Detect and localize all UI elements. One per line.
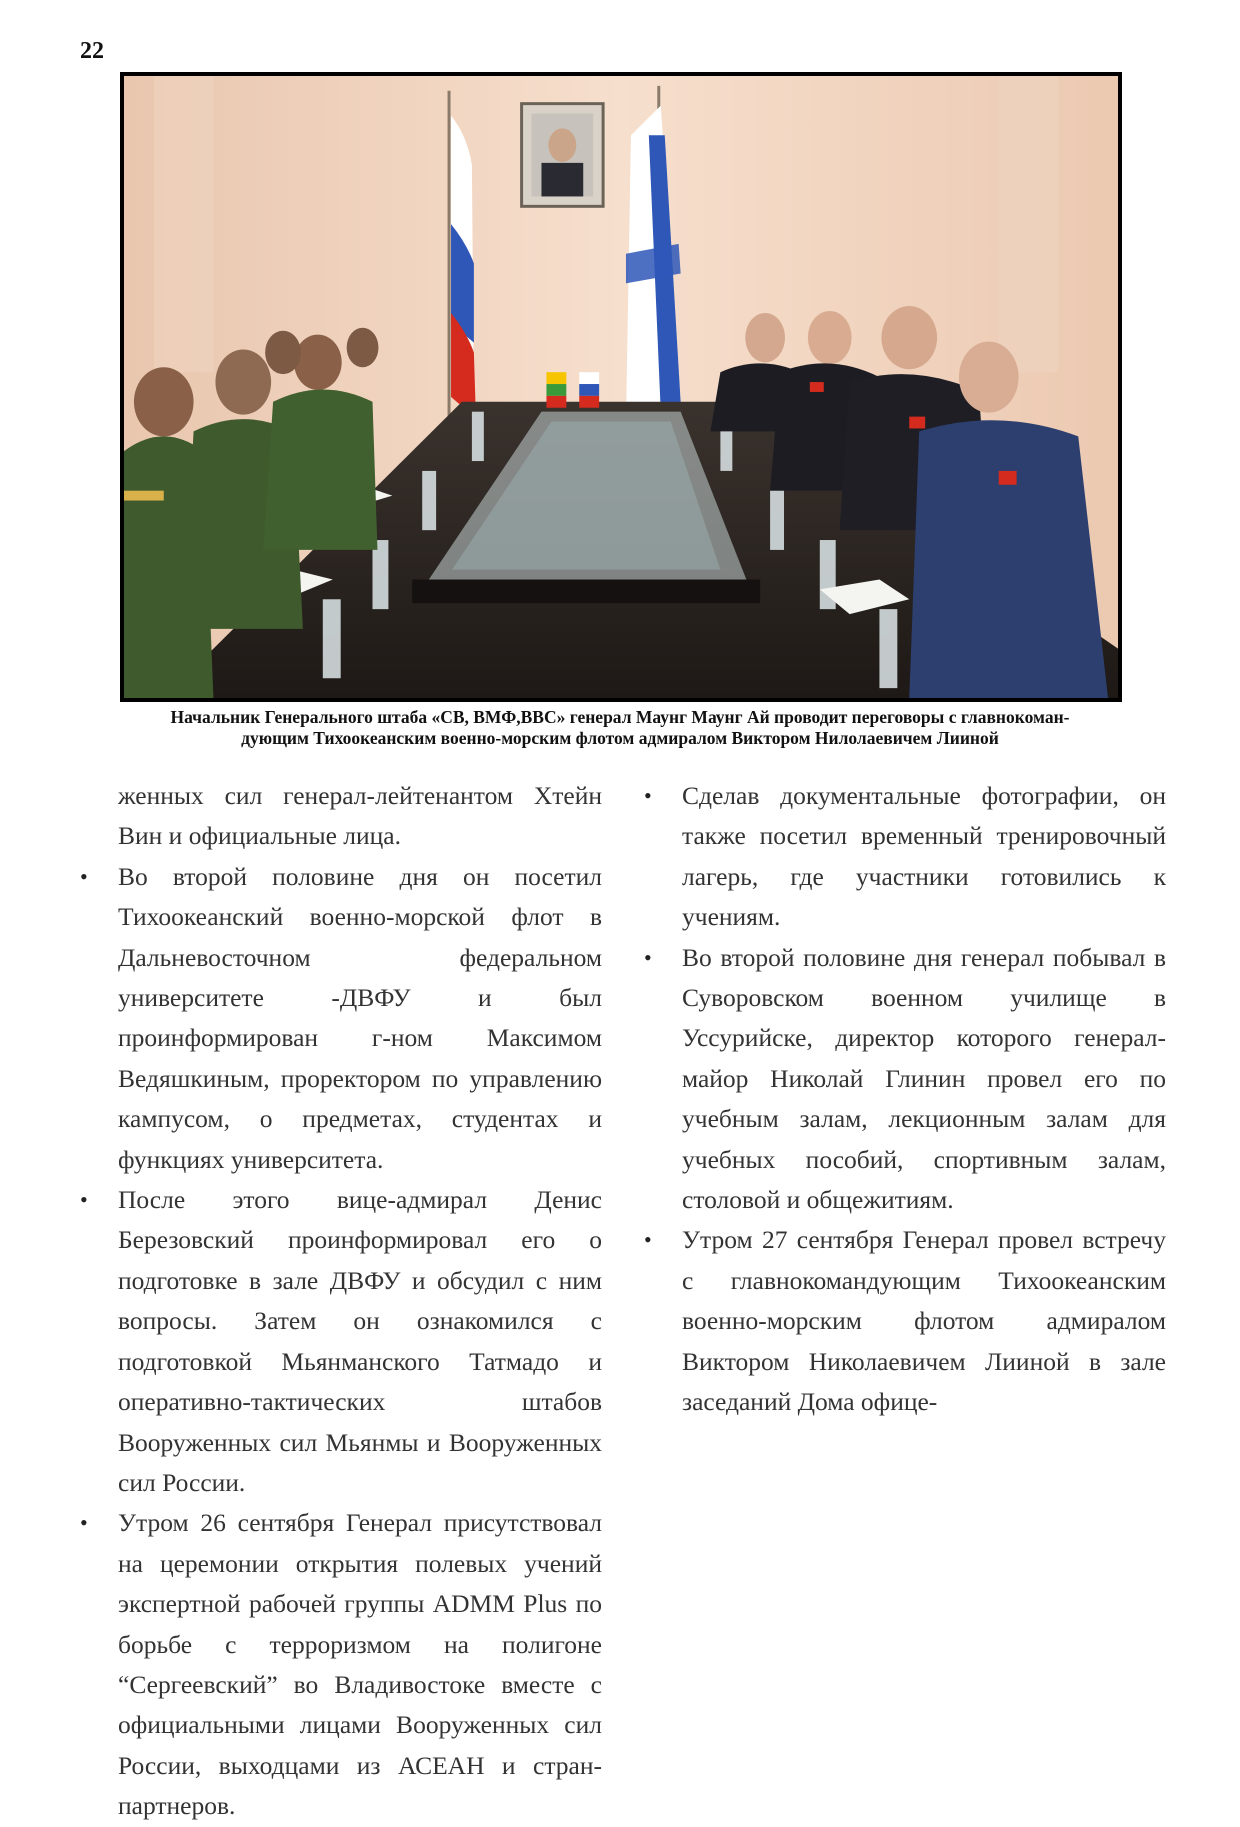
bullet-icon: • <box>80 1510 88 1536</box>
photo-caption <box>60 707 1180 749</box>
bullet-icon: • <box>644 944 652 970</box>
page-number: 22 <box>80 38 104 64</box>
caption-line-2: дующим Тихоокеанским военно-морским флотом адмиралом Виктором Нилолаевичем Лииной <box>241 728 999 748</box>
list-item-text: Утром 26 сентября Генерал присутствовал на церемонии открытия полевых учений экспертной рабочей группы ADMM Plus по борьбе с терроризмом на полигоне “Сергеевский” во Владивостоке вместе с официальными лицами Вооруженных сил России, выходцами из АСЕАН и стран-партнеров. <box>118 1508 602 1821</box>
bullet-icon: • <box>644 1227 652 1253</box>
list-item <box>644 938 1166 1221</box>
left-column <box>80 776 602 1827</box>
list-item <box>80 1503 602 1826</box>
list-item <box>80 1180 602 1503</box>
right-column <box>644 776 1166 1423</box>
list-item <box>644 1220 1166 1422</box>
list-item-text: Сделав документальные фотографии, он также посетил временный тренировочный лагерь, где участники готовились к учениям. <box>682 781 1166 932</box>
list-item-text: Утром 27 сентября Генерал провел встречу с главнокомандующим Тихоокеанским военно-морским флотом адмиралом Виктором Николаевичем Лииной в зале заседаний Дома офице- <box>682 1225 1166 1417</box>
caption-line-1: Начальник Генерального штаба «СВ, ВМФ,ВВС» генерал Маунг Маунг Ай проводит переговоры с главнокоман- <box>170 707 1070 727</box>
portrait-frame <box>522 104 604 207</box>
bullet-icon: • <box>644 783 652 808</box>
bullet-icon: • <box>80 863 88 889</box>
list-item-text: После этого вице-адмирал Денис Березовский проинформировал его о подготовке в зале ДВФУ и обсудил с ним вопросы. Затем он ознакомился с подготовкой Мьянманского Татмадо и оперативно-тактических штабов Вооруженных сил Мьянмы и Вооруженных сил России. <box>118 1185 602 1497</box>
meeting-photo <box>120 72 1122 702</box>
list-item <box>644 776 1166 938</box>
continuation-paragraph: женных сил генерал-лейтенантом Хтейн Вин и официальные лица. <box>118 781 602 851</box>
list-item-text: Во второй половине дня генерал побывал в Суворовском военном училище в Уссурийске, директор которого генерал-майор Николай Глинин провел его по учебным залам, лекционным залам для учебных пособий, спортивным залам, столовой и общежитиям. <box>682 942 1166 1215</box>
list-item-text: Во второй половине дня он посетил Тихоокеанский военно-морской флот в Дальневосточном федеральном университете -ДВФУ и был проинформирован г-ном Максимом Ведяшкиным, проректором по управлению кампусом, о предметах, студентах и функциях университета. <box>118 861 602 1174</box>
list-item <box>80 857 602 1180</box>
bullet-icon: • <box>80 1187 88 1213</box>
meeting-photo-illustration <box>124 76 1118 698</box>
